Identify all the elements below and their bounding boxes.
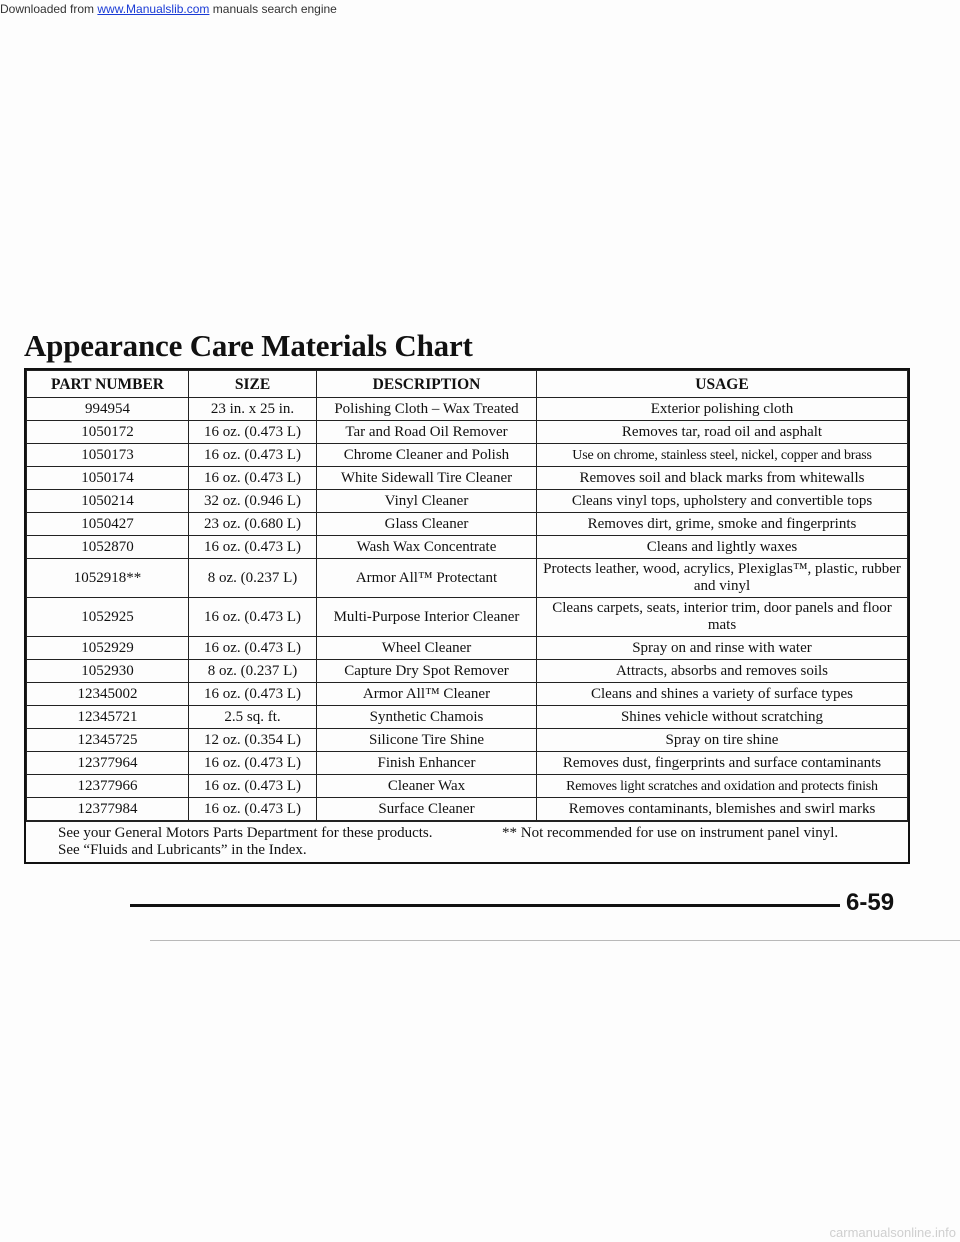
size-cell: 16 oz. (0.473 L) [189, 598, 317, 637]
header-usage: USAGE [537, 371, 908, 398]
size-cell: 8 oz. (0.237 L) [189, 559, 317, 598]
part-number-cell: 1052930 [27, 660, 189, 683]
description-cell: Silicone Tire Shine [317, 729, 537, 752]
usage-cell: Protects leather, wood, acrylics, Plexiglas™, plastic, rubber and vinyl [537, 559, 908, 598]
description-cell: Capture Dry Spot Remover [317, 660, 537, 683]
usage-cell: Removes dust, fingerprints and surface contaminants [537, 752, 908, 775]
description-cell: Multi-Purpose Interior Cleaner [317, 598, 537, 637]
page-title: Appearance Care Materials Chart [24, 328, 473, 363]
usage-cell: Cleans carpets, seats, interior trim, door panels and floor mats [537, 598, 908, 637]
description-cell: Wash Wax Concentrate [317, 536, 537, 559]
description-cell: Glass Cleaner [317, 513, 537, 536]
table-row [27, 559, 908, 598]
size-cell: 32 oz. (0.946 L) [189, 490, 317, 513]
table-row [27, 637, 908, 660]
table-row [27, 729, 908, 752]
usage-cell: Removes tar, road oil and asphalt [537, 421, 908, 444]
table-row [27, 421, 908, 444]
size-cell: 2.5 sq. ft. [189, 706, 317, 729]
chart-footnote [26, 821, 908, 862]
part-number-cell: 12377964 [27, 752, 189, 775]
part-number-cell: 1052918** [27, 559, 189, 598]
header-size: SIZE [189, 371, 317, 398]
size-cell: 16 oz. (0.473 L) [189, 421, 317, 444]
part-number-cell: 12377984 [27, 798, 189, 821]
header-part-number: PART NUMBER [27, 371, 189, 398]
size-cell: 16 oz. (0.473 L) [189, 467, 317, 490]
description-cell: Chrome Cleaner and Polish [317, 444, 537, 467]
table-header-row [27, 371, 908, 398]
size-cell: 16 oz. (0.473 L) [189, 798, 317, 821]
description-cell: Armor All™ Protectant [317, 559, 537, 598]
description-cell: White Sidewall Tire Cleaner [317, 467, 537, 490]
part-number-cell: 1052925 [27, 598, 189, 637]
table-body [27, 398, 908, 821]
description-cell: Surface Cleaner [317, 798, 537, 821]
size-cell: 8 oz. (0.237 L) [189, 660, 317, 683]
table-row [27, 775, 908, 798]
description-cell: Armor All™ Cleaner [317, 683, 537, 706]
part-number-cell: 12377966 [27, 775, 189, 798]
footnote-line-parts-department: See your General Motors Parts Department for these products. [58, 825, 433, 841]
part-number-cell: 1052870 [27, 536, 189, 559]
site-watermark: carmanualsonline.info [829, 1225, 956, 1240]
usage-cell: Spray on tire shine [537, 729, 908, 752]
part-number-cell: 12345002 [27, 683, 189, 706]
size-cell: 12 oz. (0.354 L) [189, 729, 317, 752]
size-cell: 16 oz. (0.473 L) [189, 683, 317, 706]
part-number-cell: 1050427 [27, 513, 189, 536]
usage-cell: Removes soil and black marks from whitewalls [537, 467, 908, 490]
usage-cell: Cleans vinyl tops, upholstery and convertible tops [537, 490, 908, 513]
usage-cell: Removes dirt, grime, smoke and fingerprints [537, 513, 908, 536]
usage-cell: Cleans and lightly waxes [537, 536, 908, 559]
table-row [27, 444, 908, 467]
table-row [27, 752, 908, 775]
download-watermark [0, 2, 337, 16]
usage-cell: Cleans and shines a variety of surface types [537, 683, 908, 706]
part-number-cell: 1050172 [27, 421, 189, 444]
size-cell: 16 oz. (0.473 L) [189, 637, 317, 660]
description-cell: Cleaner Wax [317, 775, 537, 798]
description-cell: Finish Enhancer [317, 752, 537, 775]
size-cell: 16 oz. (0.473 L) [189, 536, 317, 559]
part-number-cell: 12345721 [27, 706, 189, 729]
description-cell: Vinyl Cleaner [317, 490, 537, 513]
usage-cell: Use on chrome, stainless steel, nickel, copper and brass [537, 444, 908, 467]
table-row [27, 490, 908, 513]
page-footer-rule [130, 904, 840, 907]
description-cell: Wheel Cleaner [317, 637, 537, 660]
table-row [27, 536, 908, 559]
watermark-suffix: manuals search engine [209, 2, 337, 16]
watermark-prefix: Downloaded from [0, 2, 98, 16]
part-number-cell: 12345725 [27, 729, 189, 752]
manualslib-link[interactable]: www.Manualslib.com [97, 2, 210, 16]
materials-chart [24, 368, 910, 864]
description-cell: Polishing Cloth – Wax Treated [317, 398, 537, 421]
part-number-cell: 1050173 [27, 444, 189, 467]
size-cell: 16 oz. (0.473 L) [189, 444, 317, 467]
table-row [27, 467, 908, 490]
part-number-cell: 994954 [27, 398, 189, 421]
size-cell: 16 oz. (0.473 L) [189, 752, 317, 775]
footnote-vinyl-warning: ** Not recommended for use on instrument panel vinyl. [502, 825, 839, 841]
table-row [27, 706, 908, 729]
usage-cell: Removes contaminants, blemishes and swirl marks [537, 798, 908, 821]
usage-cell: Spray on and rinse with water [537, 637, 908, 660]
table-row [27, 660, 908, 683]
size-cell: 16 oz. (0.473 L) [189, 775, 317, 798]
size-cell: 23 oz. (0.680 L) [189, 513, 317, 536]
part-number-cell: 1052929 [27, 637, 189, 660]
usage-cell: Exterior polishing cloth [537, 398, 908, 421]
header-description: DESCRIPTION [317, 371, 537, 398]
description-cell: Tar and Road Oil Remover [317, 421, 537, 444]
table-row [27, 398, 908, 421]
footer-thin-rule [150, 940, 960, 941]
part-number-cell: 1050174 [27, 467, 189, 490]
usage-cell: Removes light scratches and oxidation and protects finish [537, 775, 908, 798]
part-number-cell: 1050214 [27, 490, 189, 513]
page-number: 6-59 [846, 889, 895, 916]
usage-cell: Attracts, absorbs and removes soils [537, 660, 908, 683]
description-cell: Synthetic Chamois [317, 706, 537, 729]
table-row [27, 513, 908, 536]
usage-cell: Shines vehicle without scratching [537, 706, 908, 729]
materials-table [26, 370, 908, 821]
size-cell: 23 in. x 25 in. [189, 398, 317, 421]
table-row [27, 598, 908, 637]
footnote-line-fluids-index: See “Fluids and Lubricants” in the Index. [58, 842, 307, 858]
table-row [27, 798, 908, 821]
table-row [27, 683, 908, 706]
